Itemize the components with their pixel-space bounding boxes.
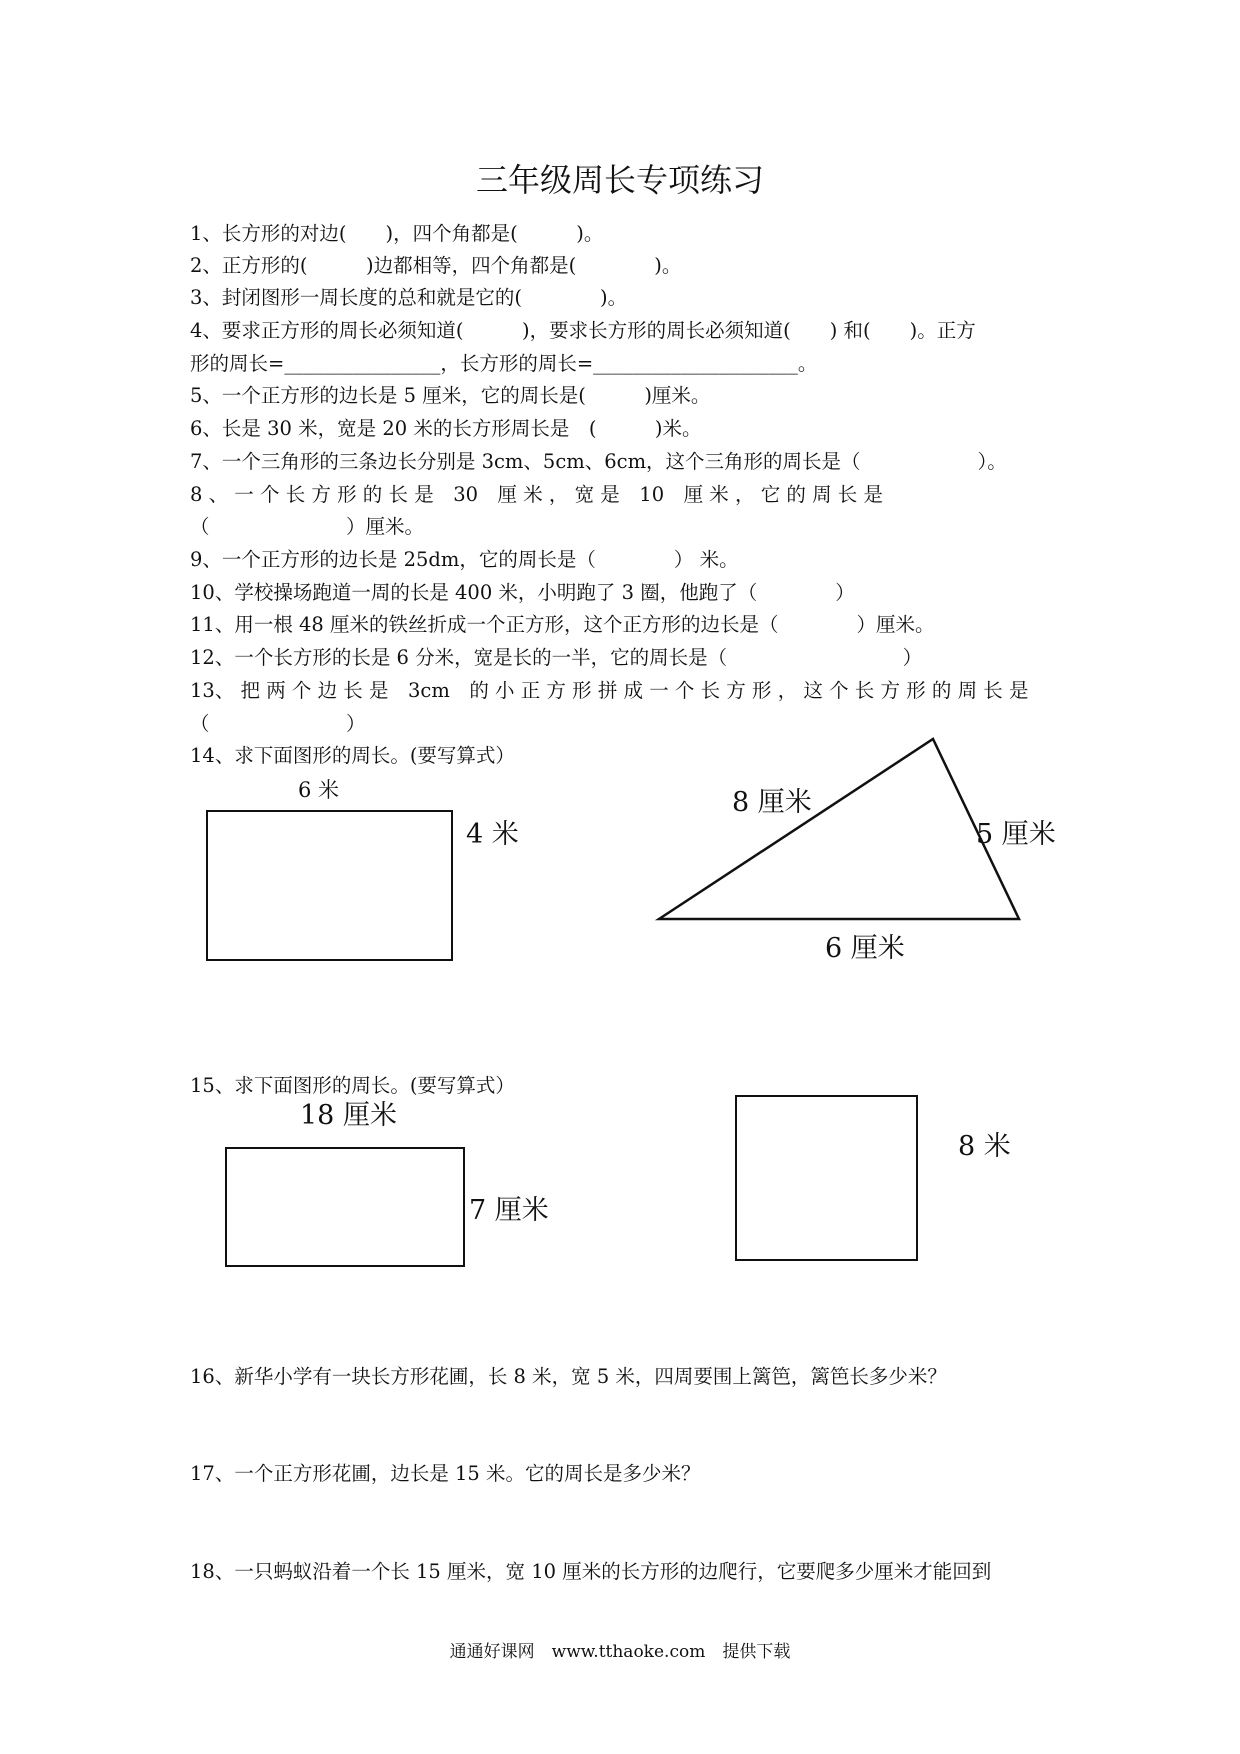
page-title: 三年级周长专项练习 [475,161,764,199]
question-14: 14、求下面图形的周长。(要写算式） [190,744,515,767]
question-8-line-2: （ ）厘米。 [190,515,425,538]
question-16: 16、新华小学有一块长方形花圃，长 8 米，宽 5 米，四周要围上篱笆，篱笆长多少米？ [190,1365,947,1388]
question-10: 10、学校操场跑道一周的长是 400 米，小明跑了 3 圈，他跑了（ ） [190,581,855,604]
fig14-rect-top-label: 6 米 [298,778,340,802]
question-2: 2、正方形的( )边都相等，四个角都是( )。 [190,254,682,277]
question-15: 15、求下面图形的周长。(要写算式） [190,1074,515,1097]
question-18: 18、一只蚂蚁沿着一个长 15 厘米，宽 10 厘米的长方形的边爬行，它要爬多少厘米才能回到 [190,1560,992,1583]
fig14-rectangle [206,810,453,961]
fig15-square [735,1095,918,1261]
fig15-rect-side-label: 7 厘米 [469,1195,549,1226]
question-8-line-1: 8 、 一 个 长 方 形 的 长 是 30 厘 米 ， 宽 是 10 厘 米 ， 它 的 周 长 是 [190,483,884,506]
fig14-tri-bottom-label: 6 厘米 [825,933,905,964]
question-4-line-1: 4、要求正方形的周长必须知道( )，要求长方形的周长必须知道( ) 和( )。正方 [190,319,976,342]
footer-credit: 通通好课网 www.tthaoke.com 提供下载 [449,1642,791,1662]
fig14-tri-left-label: 8 厘米 [732,787,812,818]
question-4-line-2: 形的周长=________________，长方形的周长=_____________________。 [190,352,818,375]
fig15-rectangle [225,1147,465,1267]
question-11: 11、用一根 48 厘米的铁丝折成一个正方形，这个正方形的边长是（ ）厘米。 [190,613,935,636]
question-13-line-1: 13、 把 两 个 边 长 是 3cm 的 小 正 方 形 拼 成 一 个 长 方 形 ， 这 个 长 方 形 的 周 长 是 [190,679,1029,702]
question-7: 7、一个三角形的三条边长分别是 3cm、5cm、6cm，这个三角形的周长是（ ）。 [190,450,1007,473]
question-9: 9、一个正方形的边长是 25dm，它的周长是（ ） 米。 [190,548,739,571]
question-12: 12、一个长方形的长是 6 分米，宽是长的一半，它的周长是（ ） [190,646,923,669]
question-6: 6、长是 30 米，宽是 20 米的长方形周长是 ( )米。 [190,417,702,440]
question-5: 5、一个正方形的边长是 5 厘米，它的周长是( )厘米。 [190,384,711,407]
question-1: 1、长方形的对边( )，四个角都是( )。 [190,222,604,245]
fig15-square-label: 8 米 [958,1131,1011,1162]
fig14-rect-side-label: 4 米 [466,819,519,850]
question-17: 17、一个正方形花圃，边长是 15 米。它的周长是多少米？ [190,1462,701,1485]
fig15-rect-top-label: 18 厘米 [300,1100,397,1131]
question-13-line-2: （ ） [190,712,366,735]
fig14-triangle [655,735,1025,925]
question-3: 3、封闭图形一周长度的总和就是它的( )。 [190,286,628,309]
fig14-tri-right-label: 5 厘米 [976,819,1056,850]
